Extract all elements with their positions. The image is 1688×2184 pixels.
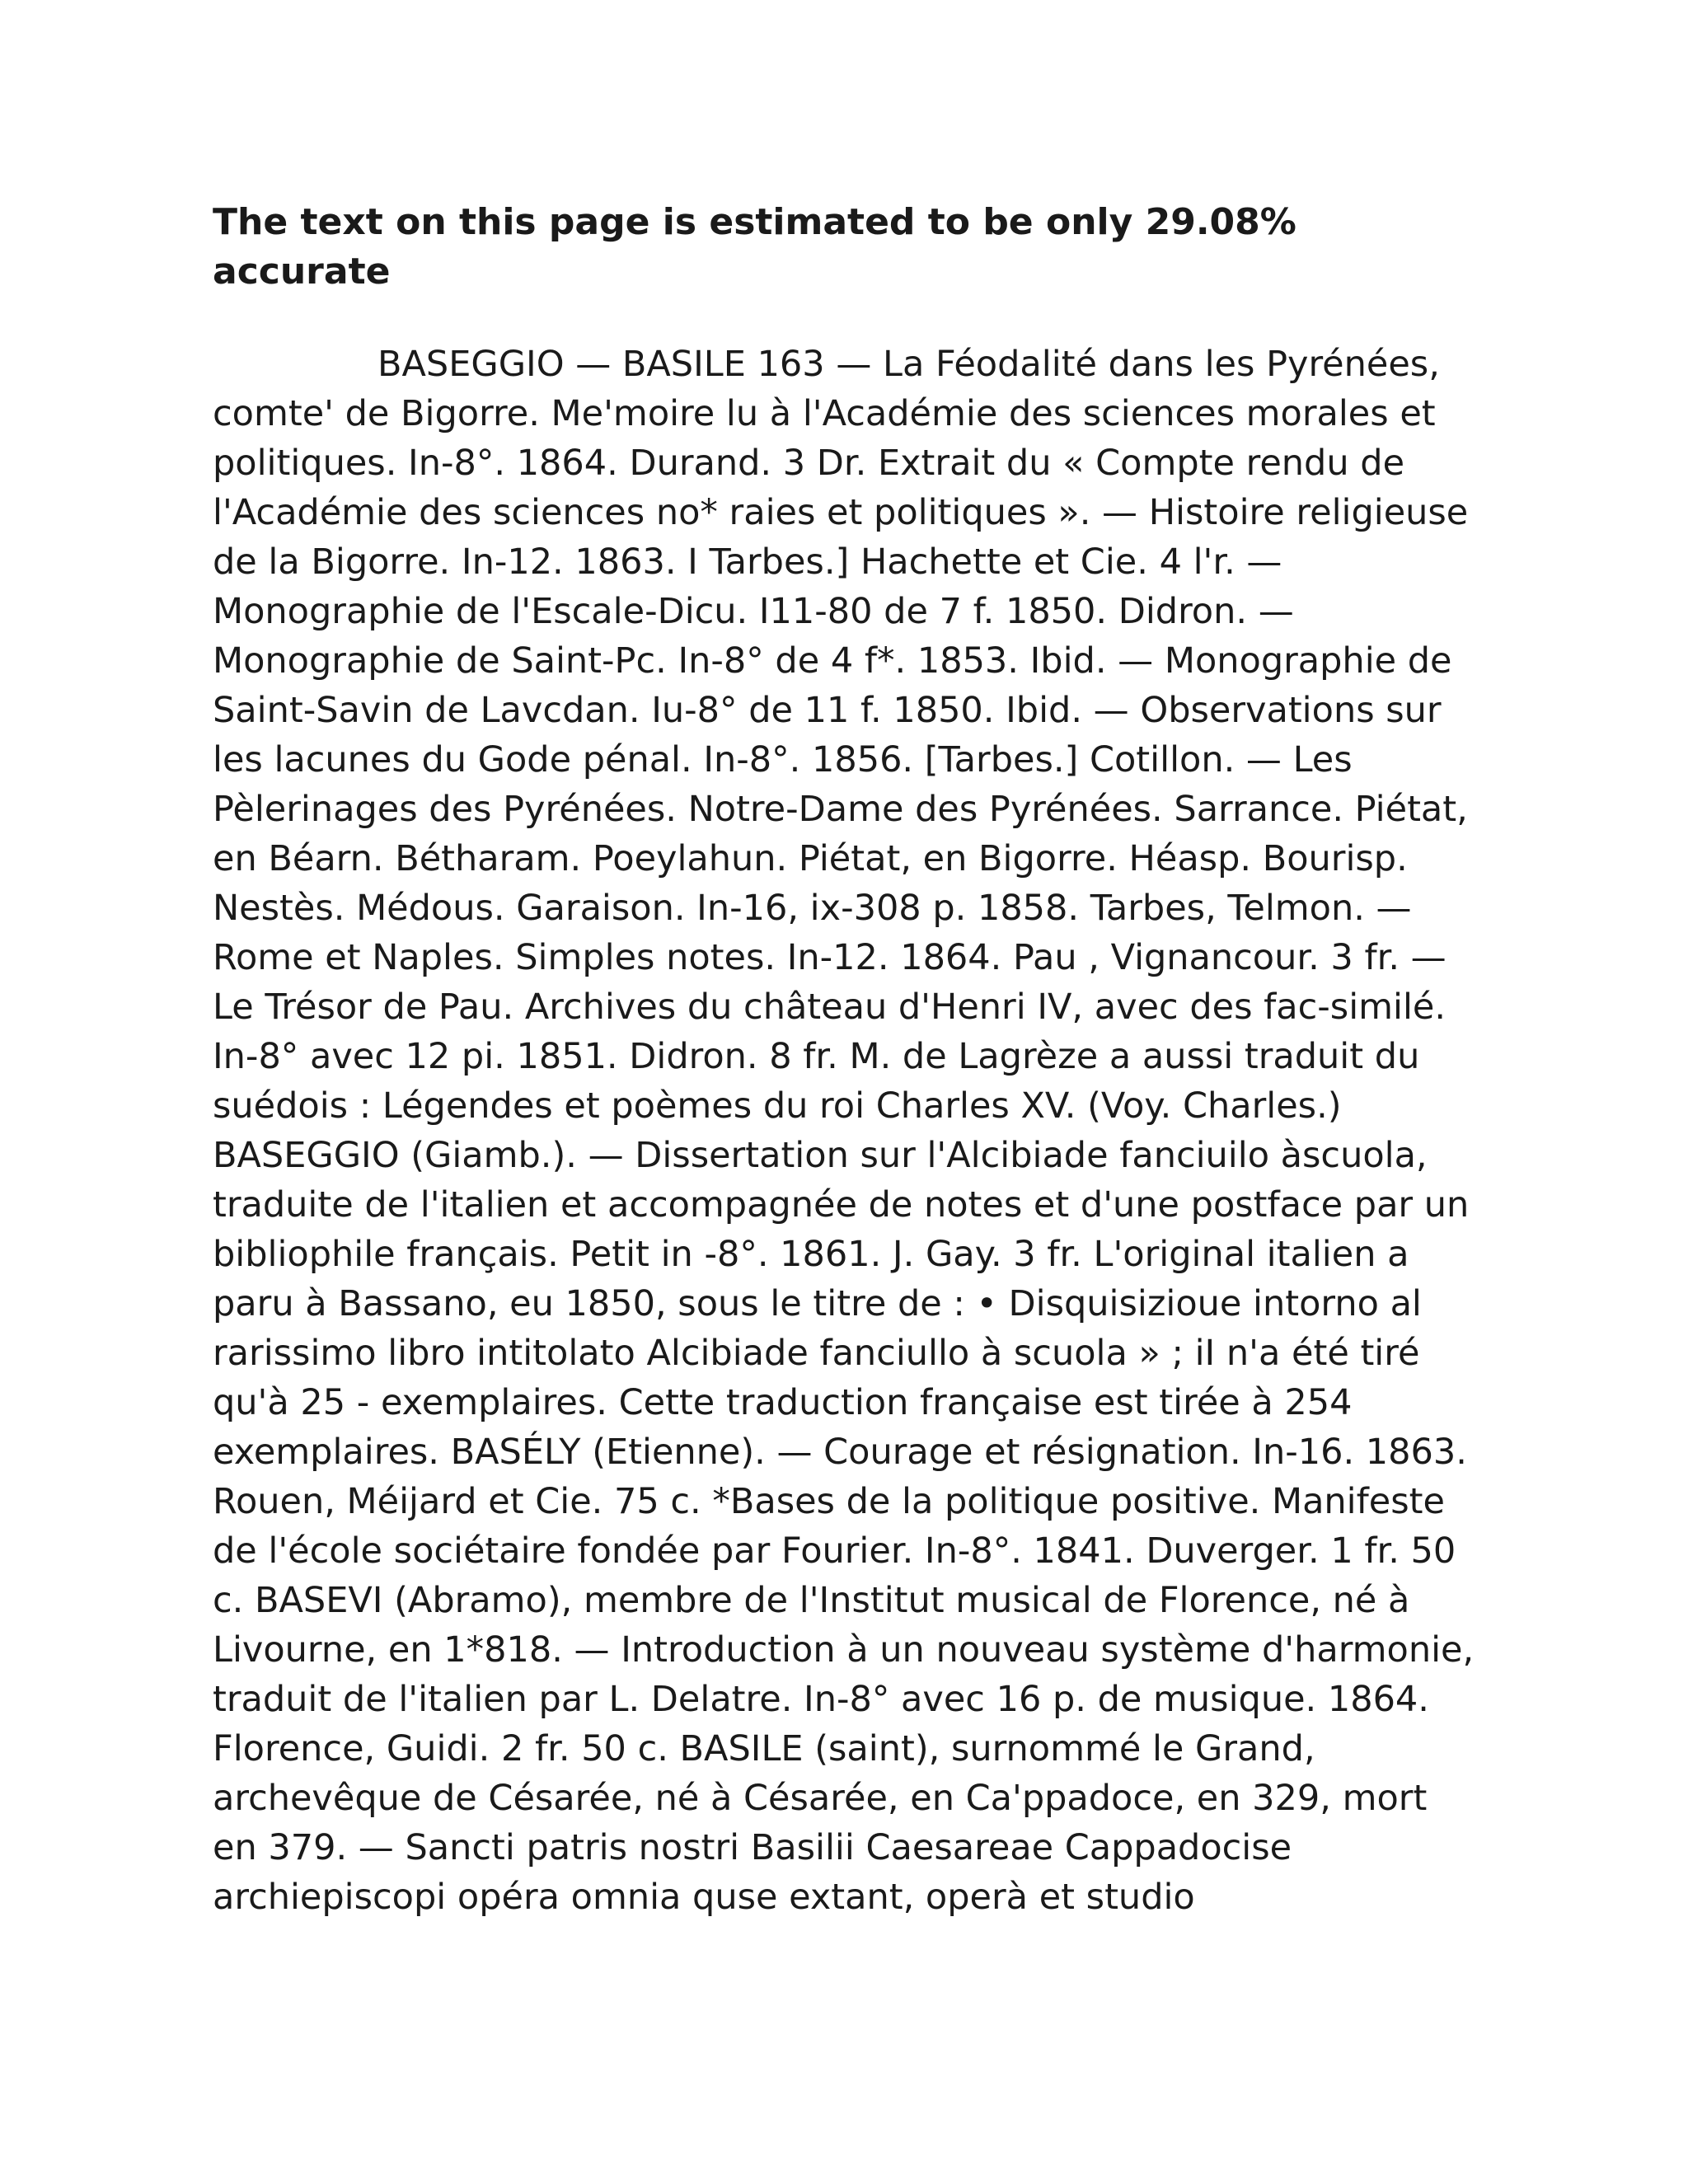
ocr-body-text: BASEGGIO — BASILE 163 — La Féodalité dans les Pyrénées, comte' de Bigorre. Me'moire lu à l'Académie des sciences morales et politiques. In-8°. 1864. Durand. 3 Dr. Extrait du « Compte rendu de l'Académie des sciences no* raies et politiques ». — Histoire religieuse de la Bigorre. In-12. 1863. I Tarbes.] Hachette et Cie. 4 l'r. — Monographie de l'Escale-Dicu. I11-80 de 7 f. 1850. Didron. — Monographie de Saint-Pc. In-8° de 4 f*. 1853. Ibid. — Monographie de Saint-Savin de Lavcdan. Iu-8° de 11 f. 1850. Ibid. — Observations sur les lacunes du Gode pénal. In-8°. 1856. [Tarbes.] Cotillon. — Les Pèlerinages des Pyrénées. Notre-Dame des Pyrénées. Sarrance. Piétat, en Béarn. Bétharam. Poeylahun. Piétat, en Bigorre. Héasp. Bourisp. Nestès. Médous. Garaison. In-16, ix-308 p. 1858. Tarbes, Telmon. — Rome et Naples. Simples notes. In-12. 1864. Pau , Vignancour. 3 fr. — Le Trésor de Pau. Archives du château d'Henri IV, avec des fac-similé. In-8° avec 12 pi. 1851. Didron. 8 fr. M. de Lagrèze a aussi traduit du suédois : Légendes et poèmes du roi Charles XV. (Voy. Charles.) BASEGGIO (Giamb.). — Dissertation sur l'Alcibiade fanciuilo àscuola, traduite de l'italien et accompagnée de notes et d'une postface par un bibliophile français. Petit in -8°. 1861. J. Gay. 3 fr. L'original italien a paru à Bassano, eu 1850, sous le titre de : • Disquisizioue intorno al rarissimo libro intitolato Alcibiade fanciullo à scuola » ; iI n'a été tiré qu'à 25 - exemplaires. Cette traduction française est tirée à 254 exemplaires. BASÉLY (Etienne). — Courage et résignation. In-16. 1863. Rouen, Méijard et Cie. 75 c. *Bases de la politique positive. Manifeste de l'école sociétaire fondée par Fourier. In-8°. 1841. Duverger. 1 fr. 50 c. BASEVI (Abramo), membre de l'Institut musical de Florence, né à Livourne, en 1*818. — Introduction à un nouveau système d'harmonie, traduit de l'italien par L. Delatre. In-8° avec 16 p. de musique. 1864. Florence, Guidi. 2 fr. 50 c. BASILE (saint), surnommé le Grand, archevêque de Césarée, né à Césarée, en Ca'ppadoce, en 329, mort en 379. — Sancti patris nostri Basilii Caesareae Cappadocise archiepiscopi opéra omnia quse extant, operà et studio: [213, 344, 1475, 1918]
document-page: [213, 198, 1482, 1922]
accuracy-heading: The text on this page is estimated to be only 29.08% accurate: [213, 201, 1296, 293]
